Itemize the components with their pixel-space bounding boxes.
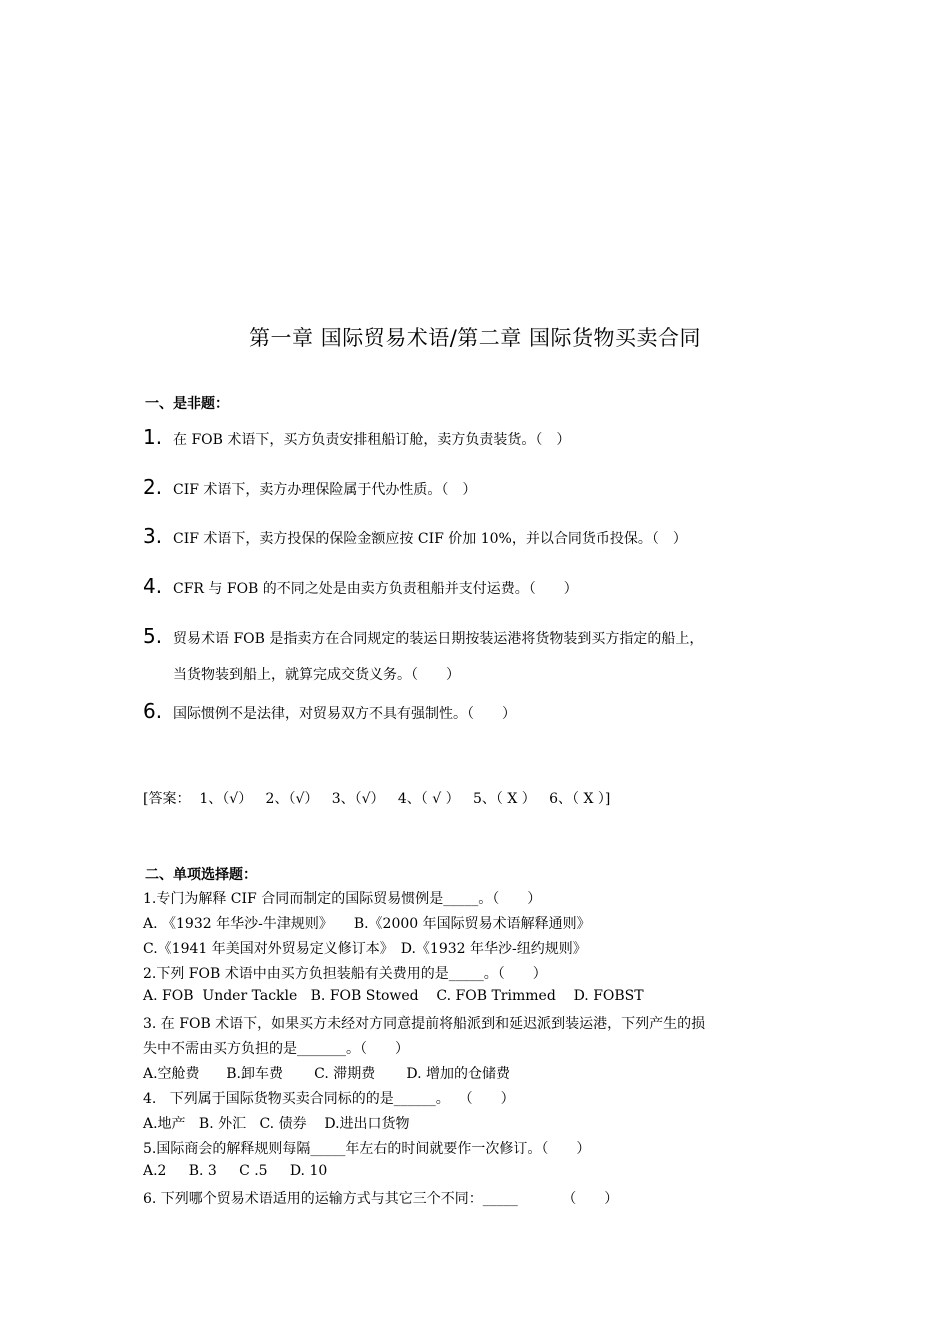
question-line: 2.下列 FOB 术语中由买方负担装船有关费用的是_____。（ ） bbox=[143, 966, 547, 982]
true-false-item bbox=[143, 568, 823, 607]
question-line: 6. 下列哪个贸易术语适用的运输方式与其它三个不同：_____ （ ） bbox=[143, 1191, 619, 1207]
true-false-item bbox=[143, 469, 823, 508]
item-number: 6. bbox=[143, 699, 163, 723]
question-line: 3. 在 FOB 术语下，如果买方未经对方同意提前将船派到和延迟派到装运港，下列产生的损 bbox=[143, 1016, 706, 1032]
true-false-item bbox=[143, 419, 823, 458]
options-line: A.地产 B. 外汇 C. 债券 D.进出口货物 bbox=[143, 1116, 410, 1132]
true-false-item bbox=[143, 518, 823, 557]
options-line: A.空舱费 B.卸车费 C. 滞期费 D. 增加的仓储费 bbox=[143, 1066, 511, 1082]
options-line: A. 《1932 年华沙-牛津规则》 B.《2000 年国际贸易术语解释通则》 bbox=[143, 916, 591, 932]
item-number: 1. bbox=[143, 425, 163, 449]
question-line: 1.专门为解释 CIF 合同而制定的国际贸易惯例是_____。（ ） bbox=[143, 891, 542, 907]
question-line: 5.国际商会的解释规则每隔_____年左右的时间就要作一次修订。（ ） bbox=[143, 1141, 591, 1157]
true-false-item bbox=[143, 693, 823, 732]
item-text: 在 FOB 术语下，买方负责安排租船订舱，卖方负责装货。（ ） bbox=[173, 432, 571, 448]
section-heading-single-choice: 二、单项选择题： bbox=[145, 867, 257, 883]
item-text: CFR 与 FOB 的不同之处是由卖方负责租船并支付运费。（ ） bbox=[173, 581, 578, 597]
item-number: 3. bbox=[143, 524, 163, 548]
options-line: C.《1941 年美国对外贸易定义修订本》 D.《1932 年华沙-纽约规则》 bbox=[143, 941, 587, 957]
item-text: CIF 术语下，卖方投保的保险金额应按 CIF 价加 10%，并以合同货币投保。（ ） bbox=[173, 531, 687, 547]
options-line: A. FOB Under Tackle B. FOB Stowed C. FOB Trimmed D. FOBST bbox=[143, 988, 644, 1004]
document-title: 第一章 国际贸易术语/第二章 国际货物买卖合同 bbox=[249, 326, 701, 350]
question-line: 4. 下列属于国际货物买卖合同标的的是______。 （ ） bbox=[143, 1091, 515, 1107]
item-text-continuation: 当货物装到船上，就算完成交货义务。（ ） bbox=[173, 667, 460, 683]
item-number: 5. bbox=[143, 624, 163, 648]
item-text: 国际惯例不是法律，对贸易双方不具有强制性。（ ） bbox=[173, 706, 516, 722]
true-false-item bbox=[143, 618, 823, 657]
item-text: CIF 术语下，卖方办理保险属于代办性质。（ ） bbox=[173, 482, 477, 498]
item-text: 贸易术语 FOB 是指卖方在合同规定的装运日期按装运港将货物装到买方指定的船上， bbox=[173, 631, 704, 647]
answer-key: [答案： 1、（√） 2、（√） 3、（√） 4、（ √ ） 5、（ X ） 6、（ X ）] bbox=[143, 791, 611, 807]
options-line: A.2 B. 3 C .5 D. 10 bbox=[143, 1163, 328, 1179]
question-line: 失中不需由买方负担的是_______。（ ） bbox=[143, 1041, 409, 1057]
item-number: 2. bbox=[143, 475, 163, 499]
item-number: 4. bbox=[143, 574, 163, 598]
section-heading-true-false: 一、是非题： bbox=[145, 396, 229, 412]
